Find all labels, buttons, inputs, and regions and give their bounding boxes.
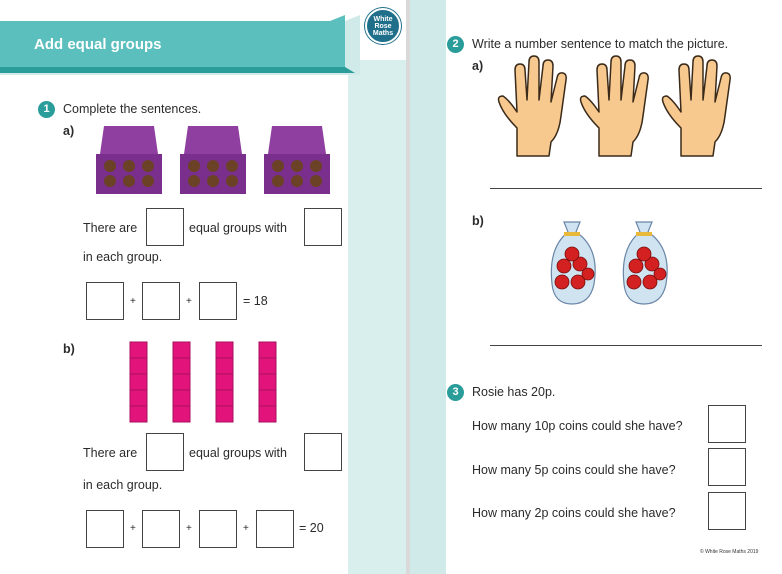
- q1a-addend-box[interactable]: [142, 282, 180, 320]
- q1b-equal-groups-with: equal groups with: [189, 446, 287, 460]
- plus-sign: +: [130, 523, 136, 534]
- plus-sign: +: [243, 523, 249, 534]
- q1b-there-are: There are: [83, 446, 138, 460]
- q1b-result: = 20: [299, 521, 324, 535]
- q1b-groups-answer-box[interactable]: [146, 433, 184, 471]
- q1b-addend-box[interactable]: [199, 510, 237, 548]
- white-rose-maths-logo: [365, 8, 401, 44]
- q2a-answer-line[interactable]: [490, 188, 762, 189]
- q1a-equal-groups-with: equal groups with: [189, 221, 287, 235]
- plus-sign: +: [186, 296, 192, 307]
- cube-tower-icon: [130, 342, 147, 422]
- q1a-there-are: There are: [83, 221, 138, 235]
- left-margin-strip: [348, 60, 406, 574]
- question-1-prompt: Complete the sentences.: [63, 102, 202, 116]
- plus-sign: +: [130, 296, 136, 307]
- question-1b-label: b): [63, 342, 75, 356]
- question-3-number: 3: [447, 384, 464, 401]
- question-1a-label: a): [63, 124, 75, 138]
- egg-box-icon: [96, 126, 162, 194]
- cube-tower-icon: [173, 342, 190, 422]
- question-2-prompt: Write a number sentence to match the picture.: [472, 37, 729, 51]
- apple-bags-illustration: [550, 214, 692, 306]
- right-margin-strip: [410, 0, 446, 574]
- q1b-addend-box[interactable]: [142, 510, 180, 548]
- q1a-result: = 18: [243, 294, 268, 308]
- q2b-answer-line[interactable]: [490, 345, 762, 346]
- q1a-addend-box[interactable]: [86, 282, 124, 320]
- q1b-addend-box[interactable]: [256, 510, 294, 548]
- q1a-addend-box[interactable]: [199, 282, 237, 320]
- question-2a-label: a): [472, 59, 484, 73]
- apple-bag-icon: [551, 222, 595, 304]
- q3-question-2p: How many 2p coins could she have?: [472, 506, 676, 520]
- q1b-addend-box[interactable]: [86, 510, 124, 548]
- question-3-prompt: Rosie has 20p.: [472, 385, 556, 399]
- copyright-footer: © White Rose Maths 2019: [700, 549, 759, 555]
- page-gutter: [406, 0, 410, 574]
- logo-line-1: White: [373, 16, 393, 23]
- q1b-in-each-group: in each group.: [83, 478, 163, 492]
- question-1-number: 1: [38, 101, 55, 118]
- cube-tower-icon: [216, 342, 233, 422]
- egg-box-icon: [180, 126, 246, 194]
- question-2b-label: b): [472, 214, 484, 228]
- q3-question-10p: How many 10p coins could she have?: [472, 419, 683, 433]
- q1a-per-group-answer-box[interactable]: [304, 208, 342, 246]
- q1b-per-group-answer-box[interactable]: [304, 433, 342, 471]
- q3-5p-answer-box[interactable]: [708, 448, 746, 486]
- open-hand-icon: [499, 56, 567, 156]
- q3-2p-answer-box[interactable]: [708, 492, 746, 530]
- page-title: Add equal groups: [34, 36, 162, 53]
- open-hand-icon: [581, 56, 649, 156]
- q1a-groups-answer-box[interactable]: [146, 208, 184, 246]
- plus-sign: +: [186, 523, 192, 534]
- hands-illustration: [495, 56, 725, 160]
- cube-tower-icon: [259, 342, 276, 422]
- logo-line-3: Maths: [372, 30, 394, 37]
- egg-box-icon: [264, 126, 330, 194]
- open-hand-icon: [663, 56, 731, 156]
- apple-bag-icon: [623, 222, 667, 304]
- cube-towers-illustration: [128, 340, 278, 424]
- logo-line-2: Rose: [374, 23, 392, 30]
- q3-10p-answer-box[interactable]: [708, 405, 746, 443]
- q3-question-5p: How many 5p coins could she have?: [472, 463, 676, 477]
- question-2-number: 2: [447, 36, 464, 53]
- q1a-in-each-group: in each group.: [83, 250, 163, 264]
- egg-boxes-illustration: [94, 124, 344, 196]
